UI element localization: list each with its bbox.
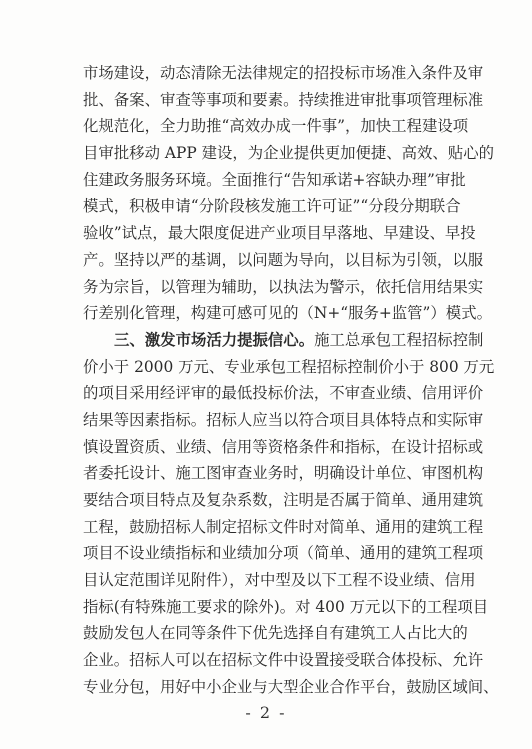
section-line: 结果等因素指标。招标人应当以符合项目具体特点和实际审 bbox=[83, 410, 484, 429]
paragraph-line: 务为宗旨，以管理为辅助，以执法为警示，依托信用结果实 bbox=[83, 277, 484, 296]
paragraph-line: 批、备案、审查等事项和要素。持续推进审批事项管理标准 bbox=[83, 90, 484, 109]
paragraph-line: 验收”试点，最大限度促进产业项目早落地、早建设、早投 bbox=[83, 224, 476, 243]
paragraph-line: 产。坚持以严的基调，以问题为导向，以目标为引领，以服 bbox=[83, 250, 484, 269]
section-line: 指标(有特殊施工要求的除外)。对 400 万元以下的工程项目 bbox=[83, 597, 489, 616]
section-line: 的项目采用经评审的最低投标价法，不审查业绩、信用评价 bbox=[83, 384, 484, 403]
section-line: 专业分包，用好中小企业与大型企业合作平台，鼓励区域间、 bbox=[83, 677, 499, 696]
section-line: 工程，鼓励招标人制定招标文件时对简单、通用的建筑工程 bbox=[83, 517, 484, 536]
section-first-line bbox=[83, 327, 484, 354]
section-line: 鼓励发包人在同等条件下优先选择自有建筑工人占比大的 bbox=[83, 624, 468, 643]
section-first-line-text: 施工总承包工程招标控制 bbox=[314, 330, 484, 349]
section-line: 项目不设业绩指标和业绩加分项（简单、通用的建筑工程项 bbox=[83, 544, 484, 563]
paragraph-line: 目审批移动 APP 建设，为企业提供更加便捷、高效、贴心的 bbox=[83, 144, 494, 163]
paragraph-line: 行差别化管理，构建可感可见的（N+“服务+监管”）模式。 bbox=[83, 304, 492, 323]
paragraph-line: 化规范化，全力助推“高效办成一件事”，加快工程建设项 bbox=[83, 117, 469, 136]
paragraph-line: 模式，积极申请“分阶段核发施工许可证”“分段分期联合 bbox=[83, 197, 461, 216]
section-line: 者委托设计、施工图审查业务时，明确设计单位、审图机构 bbox=[83, 464, 484, 483]
section-line: 慎设置资质、业绩、信用等资格条件和指标，在设计招标或 bbox=[83, 437, 484, 456]
section-heading: 三、激发市场活力提振信心。 bbox=[114, 330, 315, 349]
paragraph-line: 市场建设，动态清除无法律规定的招投标市场准入条件及审 bbox=[83, 64, 484, 82]
paragraph-line: 住建政务服务环境。全面推行“告知承诺+容缺办理”审批 bbox=[83, 170, 466, 189]
section-line: 企业。招标人可以在招标文件中设置接受联合体投标、允许 bbox=[83, 651, 484, 670]
page-number: - 2 - bbox=[245, 703, 287, 722]
section-line: 要结合项目特点及复杂系数，注明是否属于简单、通用建筑 bbox=[83, 491, 484, 509]
document-body bbox=[83, 60, 499, 701]
section-line: 目认定范围详见附件），对中型及以下工程不设业绩、信用 bbox=[83, 571, 476, 590]
section-line: 价小于 2000 万元、专业承包工程招标控制价小于 800 万元 bbox=[83, 357, 495, 376]
